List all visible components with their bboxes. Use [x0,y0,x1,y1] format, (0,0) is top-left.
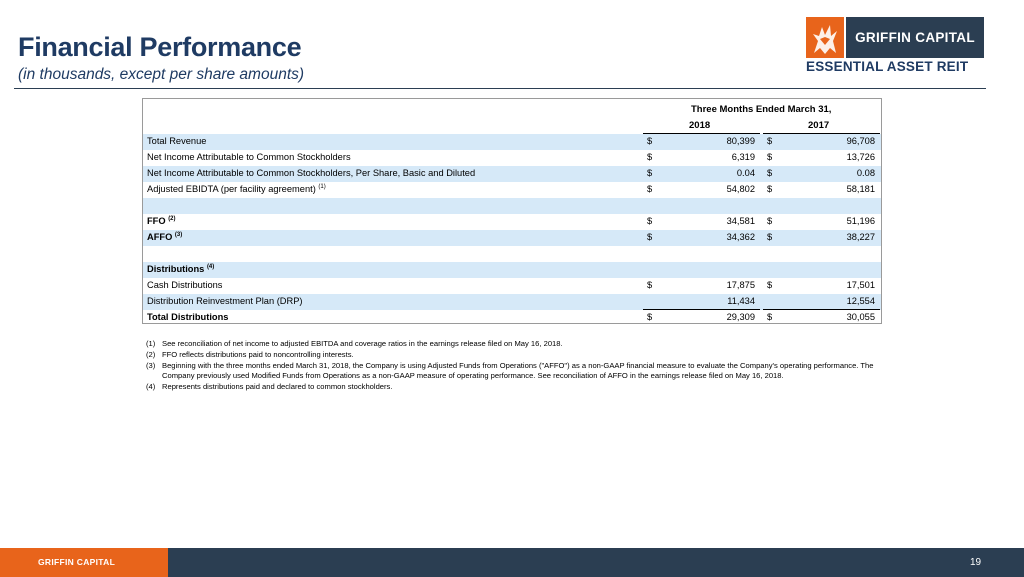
value-2017: 12,554 [846,296,875,306]
footnote-number: (2) [146,349,156,359]
financial-table [142,98,882,324]
table-row [143,182,881,198]
row-label [147,216,176,226]
footnote-text: Represents distributions paid and declared to common stockholders. [162,382,393,392]
period-header: Three Months Ended March 31, [691,104,832,115]
footnote-number: (3) [146,360,156,370]
company-logo [806,17,984,75]
currency-2017: $ [767,152,773,162]
table-spacer-row [143,246,881,262]
title-divider [14,88,986,89]
footer-bar [0,548,1024,577]
value-2017: 17,501 [846,280,875,290]
row-label [147,232,182,242]
currency-2018: $ [647,216,653,226]
footnote-ref: (3) [174,232,183,238]
column-header-2018: 2018 [689,120,711,131]
table-row [143,214,881,230]
footnote-number: (4) [146,382,156,392]
logo-name: GRIFFIN CAPITAL [846,17,984,58]
value-2017: 30,055 [846,312,875,322]
row-label [147,184,326,194]
value-2018: 54,802 [726,184,755,194]
currency-2017: $ [767,280,773,290]
currency-2018: $ [647,152,653,162]
value-2018: 80,399 [726,136,755,146]
table-row [143,278,881,294]
row-label [147,264,214,274]
row-label: Net Income Attributable to Common Stockholders [147,152,351,162]
value-2018: 29,309 [726,312,755,322]
row-label-text: Adjusted EBIDTA (per facility agreement) [147,184,316,194]
footnote [146,339,886,350]
value-2017: 58,181 [846,184,875,194]
currency-2017: $ [767,312,773,322]
currency-2017: $ [767,216,773,226]
row-label: Distribution Reinvestment Plan (DRP) [147,296,303,306]
table-row [143,150,881,166]
page-subtitle: (in thousands, except per share amounts) [18,66,305,83]
row-label: Cash Distributions [147,280,223,290]
table-spacer-row [143,198,881,214]
row-label-text: Distributions [147,264,205,274]
currency-2018: $ [647,168,653,178]
griffin-icon [806,17,844,58]
footnote-ref: (2) [168,216,176,222]
currency-2018: $ [647,312,653,322]
table-row [143,166,881,182]
currency-2017: $ [767,184,773,194]
table-row [143,230,881,246]
value-2017: 51,196 [846,216,875,226]
currency-2018: $ [647,136,653,146]
footnote [146,382,886,393]
logo-tagline: ESSENTIAL ASSET REIT [806,59,969,74]
currency-2017: $ [767,232,773,242]
page-title: Financial Performance [18,32,302,62]
row-label: Net Income Attributable to Common Stockholders, Per Share, Basic and Diluted [147,168,476,178]
table-row [143,310,881,326]
value-2018: 6,319 [731,152,755,162]
value-2017: 13,726 [846,152,875,162]
value-2018: 34,581 [726,216,755,226]
row-label-text: FFO [147,216,166,226]
value-2018: 17,875 [726,280,755,290]
footnotes [146,339,886,393]
page-number: 19 [970,557,982,568]
value-2018: 34,362 [726,232,755,242]
value-2018: 11,434 [727,296,755,306]
currency-2017: $ [767,168,773,178]
currency-2018: $ [647,280,653,290]
footer-brand: GRIFFIN CAPITAL [38,557,116,567]
value-2017: 0.08 [856,168,875,178]
value-2018: 0.04 [736,168,755,178]
footnote [146,350,886,361]
table-row [143,294,881,310]
table-row [143,262,881,278]
footnote-text: Beginning with the three months ended March 31, 2018, the Company is using Adjusted Funds from Operations ("AFFO") as a non-GAAP financial measure to evaluate the Company's operating performance. The Company previously used Modified Funds from Operations as a non-GAAP measure of operating performance. See reconciliation of AFFO in the earnings release filed on May 16, 2018. [162,360,874,381]
value-2017: 38,227 [846,232,875,242]
footnote-number: (1) [146,339,156,348]
footnote-text: FFO reflects distributions paid to noncontrolling interests. [162,349,354,359]
currency-2017: $ [767,136,773,146]
footnote [146,361,886,383]
value-2017: 96,708 [846,136,875,146]
footnote-text: See reconciliation of net income to adjusted EBITDA and coverage ratios in the earnings release filed on May 16, 2018. [162,339,563,348]
footnote-ref: (1) [318,184,326,190]
currency-2018: $ [647,232,653,242]
row-label: Total Revenue [147,136,207,146]
currency-2018: $ [647,184,653,194]
row-label: Total Distributions [147,312,229,322]
column-header-2017: 2017 [808,120,830,131]
row-label-text: AFFO [147,232,173,242]
table-row [143,134,881,150]
footnote-ref: (4) [206,264,215,270]
